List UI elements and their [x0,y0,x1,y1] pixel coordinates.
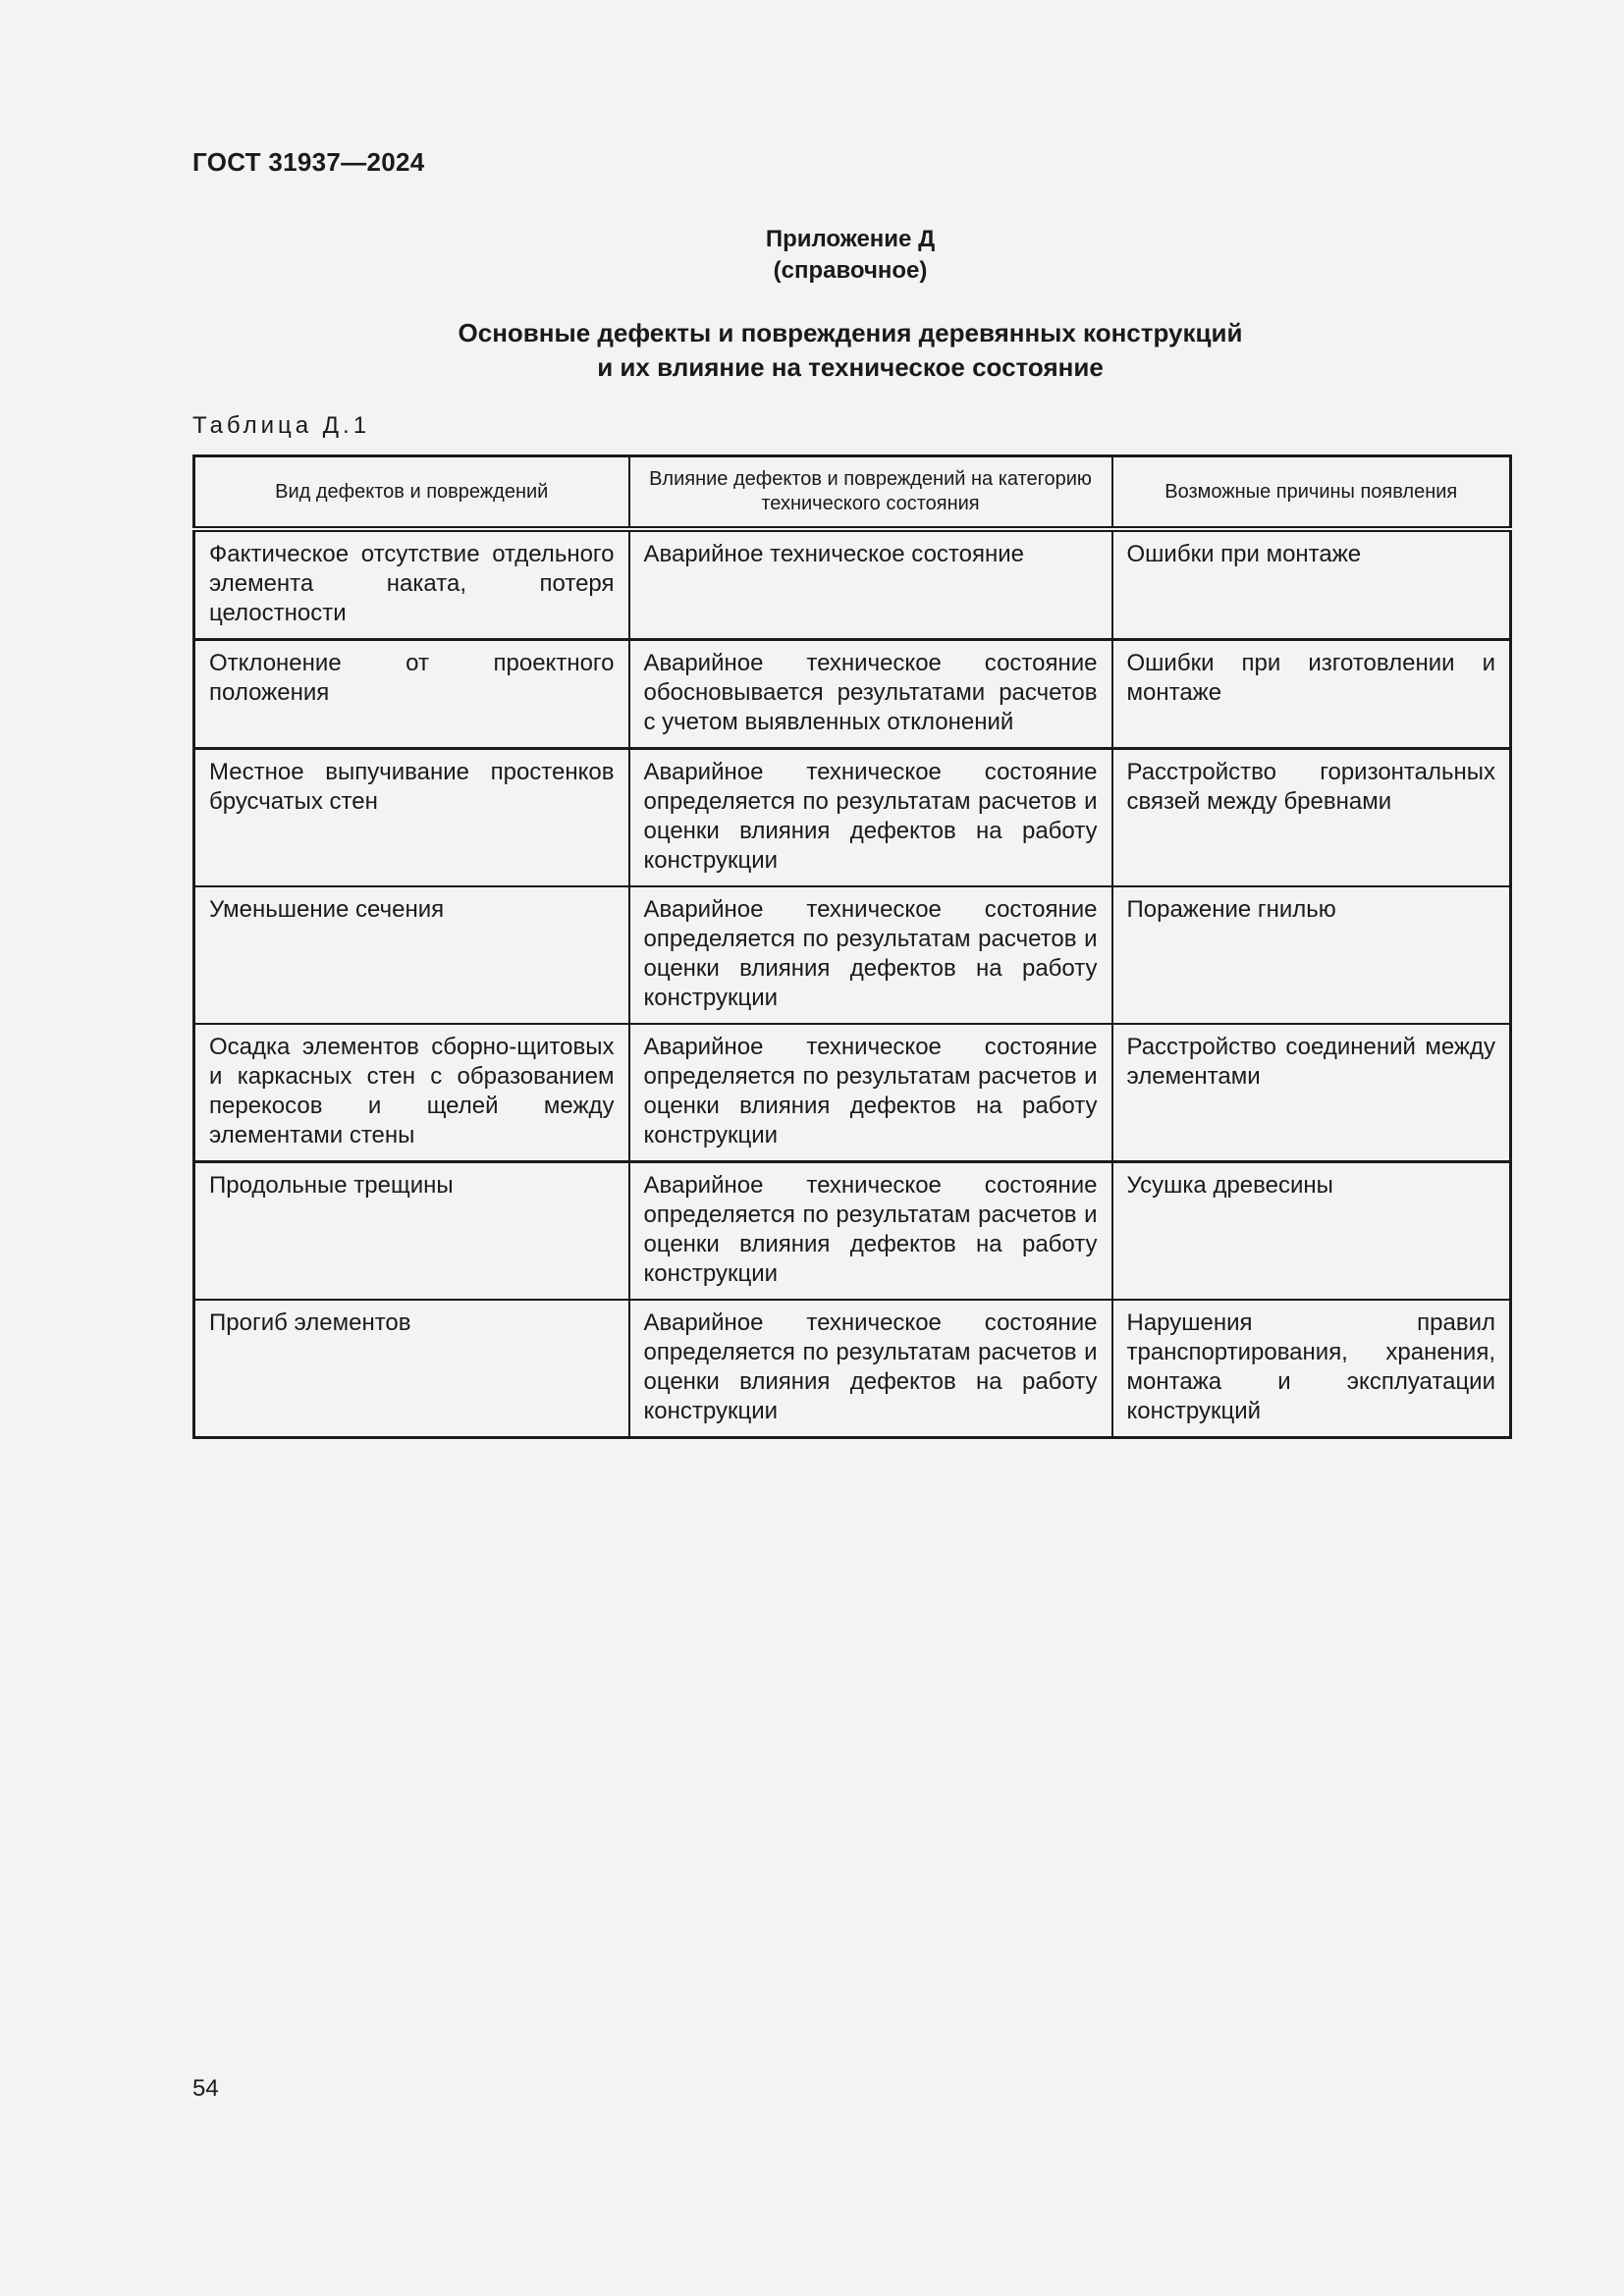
cell-cause: Расстройство соединений между элементами [1112,1024,1511,1162]
cell-cause: Ошибки при монтаже [1112,529,1511,640]
cell-defect: Продольные трещины [194,1162,629,1301]
cell-cause: Поражение гнилью [1112,886,1511,1024]
document-code: ГОСТ 31937—2024 [192,147,425,177]
cell-cause: Усушка древесины [1112,1162,1511,1301]
appendix-title [192,316,1508,385]
cell-impact: Аварийное техническое состояние определяется по результатам расчетов и оценки влияния дефектов на работу конструкции [629,1024,1112,1162]
cell-cause: Нарушения правил транспортирования, хранения, монтажа и эксплуатации конструкций [1112,1300,1511,1438]
column-header-defect: Вид дефектов и повреждений [194,456,629,530]
appendix-label: Приложение Д [765,226,936,252]
cell-impact: Аварийное техническое состояние определяется по результатам расчетов и оценки влияния дефектов на работу конструкции [629,749,1112,887]
cell-cause: Ошибки при изготовлении и монтаже [1112,640,1511,749]
table-header-row [194,456,1511,530]
cell-defect: Уменьшение сечения [194,886,629,1024]
cell-impact: Аварийное техническое состояние определяется по результатам расчетов и оценки влияния дефектов на работу конструкции [629,1300,1112,1438]
cell-impact: Аварийное техническое состояние определяется по результатам расчетов и оценки влияния дефектов на работу конструкции [629,1162,1112,1301]
cell-defect: Фактическое отсутствие отдельного элемента наката, потеря целостности [194,529,629,640]
cell-defect: Прогиб элементов [194,1300,629,1438]
column-header-impact: Влияние дефектов и повреждений на категорию технического состояния [629,456,1112,530]
defects-table [192,454,1512,1439]
table-row [194,1024,1511,1162]
column-header-cause: Возможные причины появления [1112,456,1511,530]
table-row [194,1300,1511,1438]
cell-impact: Аварийное техническое состояние [629,529,1112,640]
cell-impact: Аварийное техническое состояние определяется по результатам расчетов и оценки влияния дефектов на работу конструкции [629,886,1112,1024]
appendix-title-line-1: Основные дефекты и повреждения деревянных конструкций [458,318,1243,347]
table-label: Таблица Д.1 [192,412,371,439]
table-row [194,640,1511,749]
table-row [194,529,1511,640]
cell-defect: Осадка элементов сборно-щитовых и каркасных стен с образованием перекосов и щелей между элементами стены [194,1024,629,1162]
appendix-title-line-2: и их влияние на техническое состояние [597,352,1104,382]
appendix-heading [192,224,1508,287]
appendix-status: (справочное) [773,257,928,284]
cell-defect: Отклонение от проектного положения [194,640,629,749]
table-row [194,749,1511,887]
table-row [194,1162,1511,1301]
cell-impact: Аварийное техническое состояние обосновывается результатами расчетов с учетом выявленных отклонений [629,640,1112,749]
cell-cause: Расстройство горизонтальных связей между бревнами [1112,749,1511,887]
table-row [194,886,1511,1024]
page-number: 54 [192,2075,219,2102]
cell-defect: Местное выпучивание простенков брусчатых стен [194,749,629,887]
